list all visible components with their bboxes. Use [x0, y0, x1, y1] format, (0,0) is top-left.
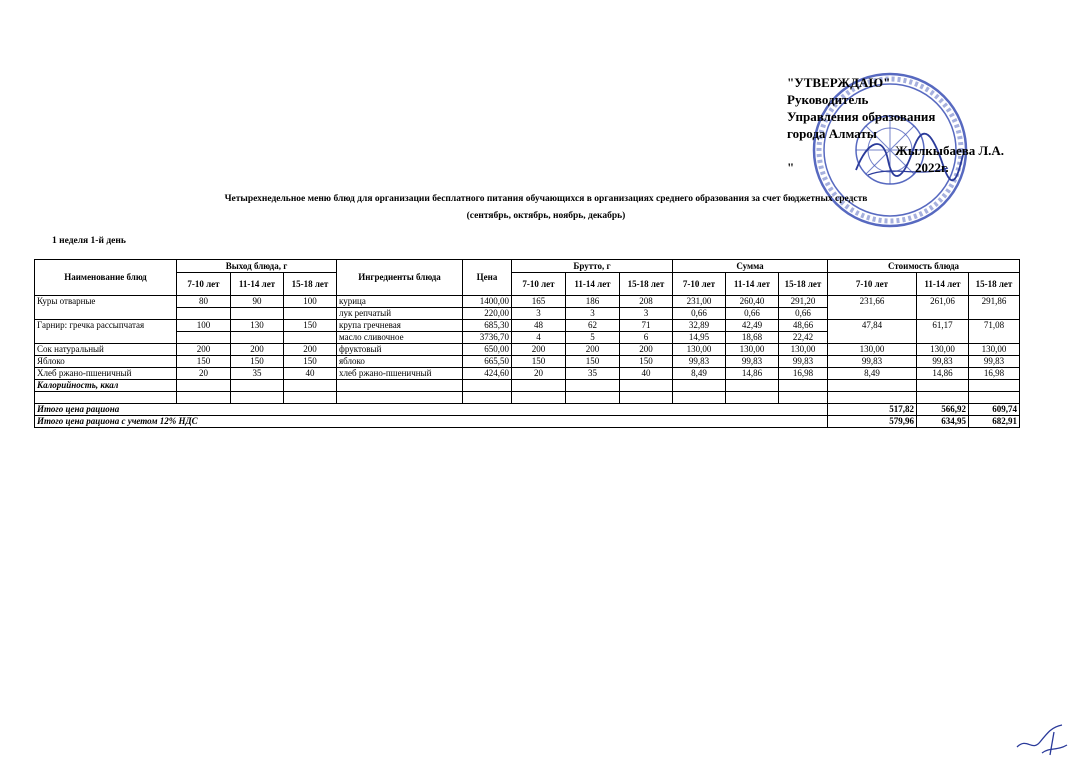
cell-dish: Хлеб ржано-пшеничный	[35, 368, 177, 380]
header-brutto-age1: 7-10 лет	[512, 273, 566, 296]
cell-sum: 8,49	[673, 368, 726, 380]
total-label: Итого цена рациона	[35, 404, 828, 416]
header-output-age1: 7-10 лет	[177, 273, 231, 296]
cell-dish: Сок натуральный	[35, 344, 177, 356]
cell-brutto: 165	[512, 296, 566, 308]
total-value: 609,74	[969, 404, 1020, 416]
cell-price: 665,50	[463, 356, 512, 368]
cell-brutto: 40	[620, 368, 673, 380]
cell-output	[231, 308, 284, 320]
document-title: Четырехнедельное меню блюд для организации бесплатного питания обучающихся в организациях среднего образования за счет бюджетных средств	[224, 194, 868, 204]
total-value: 517,82	[828, 404, 917, 416]
cell-brutto: 150	[566, 356, 620, 368]
cell-ingredient: хлеб ржано-пшеничный	[337, 368, 463, 380]
cell-output: 200	[231, 344, 284, 356]
approval-signer: Жылкыбаева Л.А.	[895, 143, 1005, 158]
header-sum-age2: 11-14 лет	[726, 273, 779, 296]
cell-output	[177, 308, 231, 320]
cell-sum: 291,20	[779, 296, 828, 308]
cell-sum: 22,42	[779, 332, 828, 344]
cell-brutto: 200	[620, 344, 673, 356]
cell-output: 100	[177, 320, 231, 332]
cell-sum: 48,66	[779, 320, 828, 332]
cell-brutto: 35	[566, 368, 620, 380]
cell-cost: 99,83	[969, 356, 1020, 368]
cell-output: 200	[284, 344, 337, 356]
approval-position-3: города Алматы	[787, 126, 877, 141]
table-row	[35, 320, 1020, 332]
cell-cost: 99,83	[828, 356, 917, 368]
cell-price: 1400,00	[463, 296, 512, 308]
cell-output	[177, 332, 231, 344]
cell-output: 100	[284, 296, 337, 308]
cell-sum: 130,00	[779, 344, 828, 356]
cell-output: 200	[177, 344, 231, 356]
cell-sum: 42,49	[726, 320, 779, 332]
approval-position-2: Управления образования	[787, 109, 936, 124]
cell-output: 150	[177, 356, 231, 368]
approval-position-1: Руководитель	[787, 92, 869, 107]
table-row	[35, 368, 1020, 380]
cell-brutto: 200	[512, 344, 566, 356]
cell-cost: 130,00	[917, 344, 969, 356]
cell-ingredient: яблоко	[337, 356, 463, 368]
header-brutto-age2: 11-14 лет	[566, 273, 620, 296]
cell-brutto: 3	[566, 308, 620, 320]
cell-price: 685,30	[463, 320, 512, 332]
cell-price: 424,60	[463, 368, 512, 380]
approval-block	[787, 74, 1087, 176]
cell-brutto: 3	[512, 308, 566, 320]
cell-brutto: 71	[620, 320, 673, 332]
cell-output	[284, 308, 337, 320]
cell-price: 3736,70	[463, 332, 512, 344]
table-row	[35, 296, 1020, 308]
cell-output: 150	[284, 320, 337, 332]
total-row	[35, 404, 1020, 416]
cell-sum: 18,68	[726, 332, 779, 344]
cell-cost: 14,86	[917, 368, 969, 380]
cell-sum: 14,95	[673, 332, 726, 344]
header-brutto-age3: 15-18 лет	[620, 273, 673, 296]
cell-brutto: 4	[512, 332, 566, 344]
cell-sum: 231,00	[673, 296, 726, 308]
approval-date-year: 2022г.	[915, 160, 949, 175]
header-brutto: Брутто, г	[512, 260, 673, 273]
empty-row	[35, 392, 1020, 404]
corner-signature-icon	[1012, 717, 1072, 757]
cell-price: 650,00	[463, 344, 512, 356]
cell-sum: 32,89	[673, 320, 726, 332]
cell-output: 150	[284, 356, 337, 368]
header-dish: Наименование блюд	[35, 260, 177, 296]
header-price: Цена	[463, 260, 512, 296]
header-sum-age3: 15-18 лет	[779, 273, 828, 296]
cell-ingredient: крупа гречневая	[337, 320, 463, 332]
cell-cost: 231,66	[828, 296, 917, 320]
cell-dish: Гарнир: гречка рассыпчатая	[35, 320, 177, 344]
cell-cost: 16,98	[969, 368, 1020, 380]
approval-date-quote: "	[787, 160, 795, 175]
cell-brutto: 48	[512, 320, 566, 332]
cell-price: 220,00	[463, 308, 512, 320]
cell-sum: 130,00	[673, 344, 726, 356]
cell-brutto: 186	[566, 296, 620, 308]
cell-cost: 8,49	[828, 368, 917, 380]
cell-cost: 261,06	[917, 296, 969, 320]
cell-output: 80	[177, 296, 231, 308]
cell-brutto: 208	[620, 296, 673, 308]
cell-output	[231, 332, 284, 344]
week-day-label: 1 неделя 1-й день	[52, 236, 126, 246]
cell-cost: 291,86	[969, 296, 1020, 320]
cell-sum: 0,66	[779, 308, 828, 320]
cell-sum: 0,66	[726, 308, 779, 320]
cell-brutto: 150	[512, 356, 566, 368]
cell-brutto: 6	[620, 332, 673, 344]
cell-brutto: 20	[512, 368, 566, 380]
cell-sum: 16,98	[779, 368, 828, 380]
cell-sum: 99,83	[779, 356, 828, 368]
cell-brutto: 200	[566, 344, 620, 356]
cell-dish: Куры отварные	[35, 296, 177, 320]
header-cost-age1: 7-10 лет	[828, 273, 917, 296]
calories-label: Калорийность, ккал	[35, 380, 177, 392]
total-vat-value: 579,96	[828, 416, 917, 428]
table-row	[35, 356, 1020, 368]
cell-dish: Яблоко	[35, 356, 177, 368]
cell-output: 40	[284, 368, 337, 380]
cell-cost: 61,17	[917, 320, 969, 344]
header-cost-age2: 11-14 лет	[917, 273, 969, 296]
calories-row	[35, 380, 1020, 392]
cell-output: 90	[231, 296, 284, 308]
cell-cost: 47,84	[828, 320, 917, 344]
cell-ingredient: лук репчатый	[337, 308, 463, 320]
cell-output: 20	[177, 368, 231, 380]
cell-sum: 260,40	[726, 296, 779, 308]
total-vat-label: Итого цена рациона с учетом 12% НДС	[35, 416, 828, 428]
cell-ingredient: фруктовый	[337, 344, 463, 356]
cell-ingredient: курица	[337, 296, 463, 308]
header-sum: Сумма	[673, 260, 828, 273]
cell-cost: 99,83	[917, 356, 969, 368]
cell-output	[284, 332, 337, 344]
total-value: 566,92	[917, 404, 969, 416]
cell-cost: 130,00	[828, 344, 917, 356]
cell-brutto: 5	[566, 332, 620, 344]
cell-output: 150	[231, 356, 284, 368]
cell-brutto: 3	[620, 308, 673, 320]
cell-cost: 130,00	[969, 344, 1020, 356]
cell-brutto: 62	[566, 320, 620, 332]
header-output-age2: 11-14 лет	[231, 273, 284, 296]
cell-output: 35	[231, 368, 284, 380]
header-sum-age1: 7-10 лет	[673, 273, 726, 296]
header-ingredients: Ингредиенты блюда	[337, 260, 463, 296]
cell-brutto: 150	[620, 356, 673, 368]
approval-heading: "УТВЕРЖДАЮ"	[787, 75, 891, 90]
header-cost: Стоимость блюда	[828, 260, 1020, 273]
cell-sum: 14,86	[726, 368, 779, 380]
cell-sum: 0,66	[673, 308, 726, 320]
header-cost-age3: 15-18 лет	[969, 273, 1020, 296]
cell-sum: 130,00	[726, 344, 779, 356]
cell-cost: 71,08	[969, 320, 1020, 344]
header-output-age3: 15-18 лет	[284, 273, 337, 296]
table-row	[35, 344, 1020, 356]
menu-table	[34, 259, 1020, 428]
cell-sum: 99,83	[673, 356, 726, 368]
cell-ingredient: масло сливочное	[337, 332, 463, 344]
total-vat-row	[35, 416, 1020, 428]
total-vat-value: 682,91	[969, 416, 1020, 428]
header-output: Выход блюда, г	[177, 260, 337, 273]
cell-sum: 99,83	[726, 356, 779, 368]
total-vat-value: 634,95	[917, 416, 969, 428]
cell-output: 130	[231, 320, 284, 332]
document-subtitle: (сентябрь, октябрь, ноябрь, декабрь)	[466, 211, 626, 221]
